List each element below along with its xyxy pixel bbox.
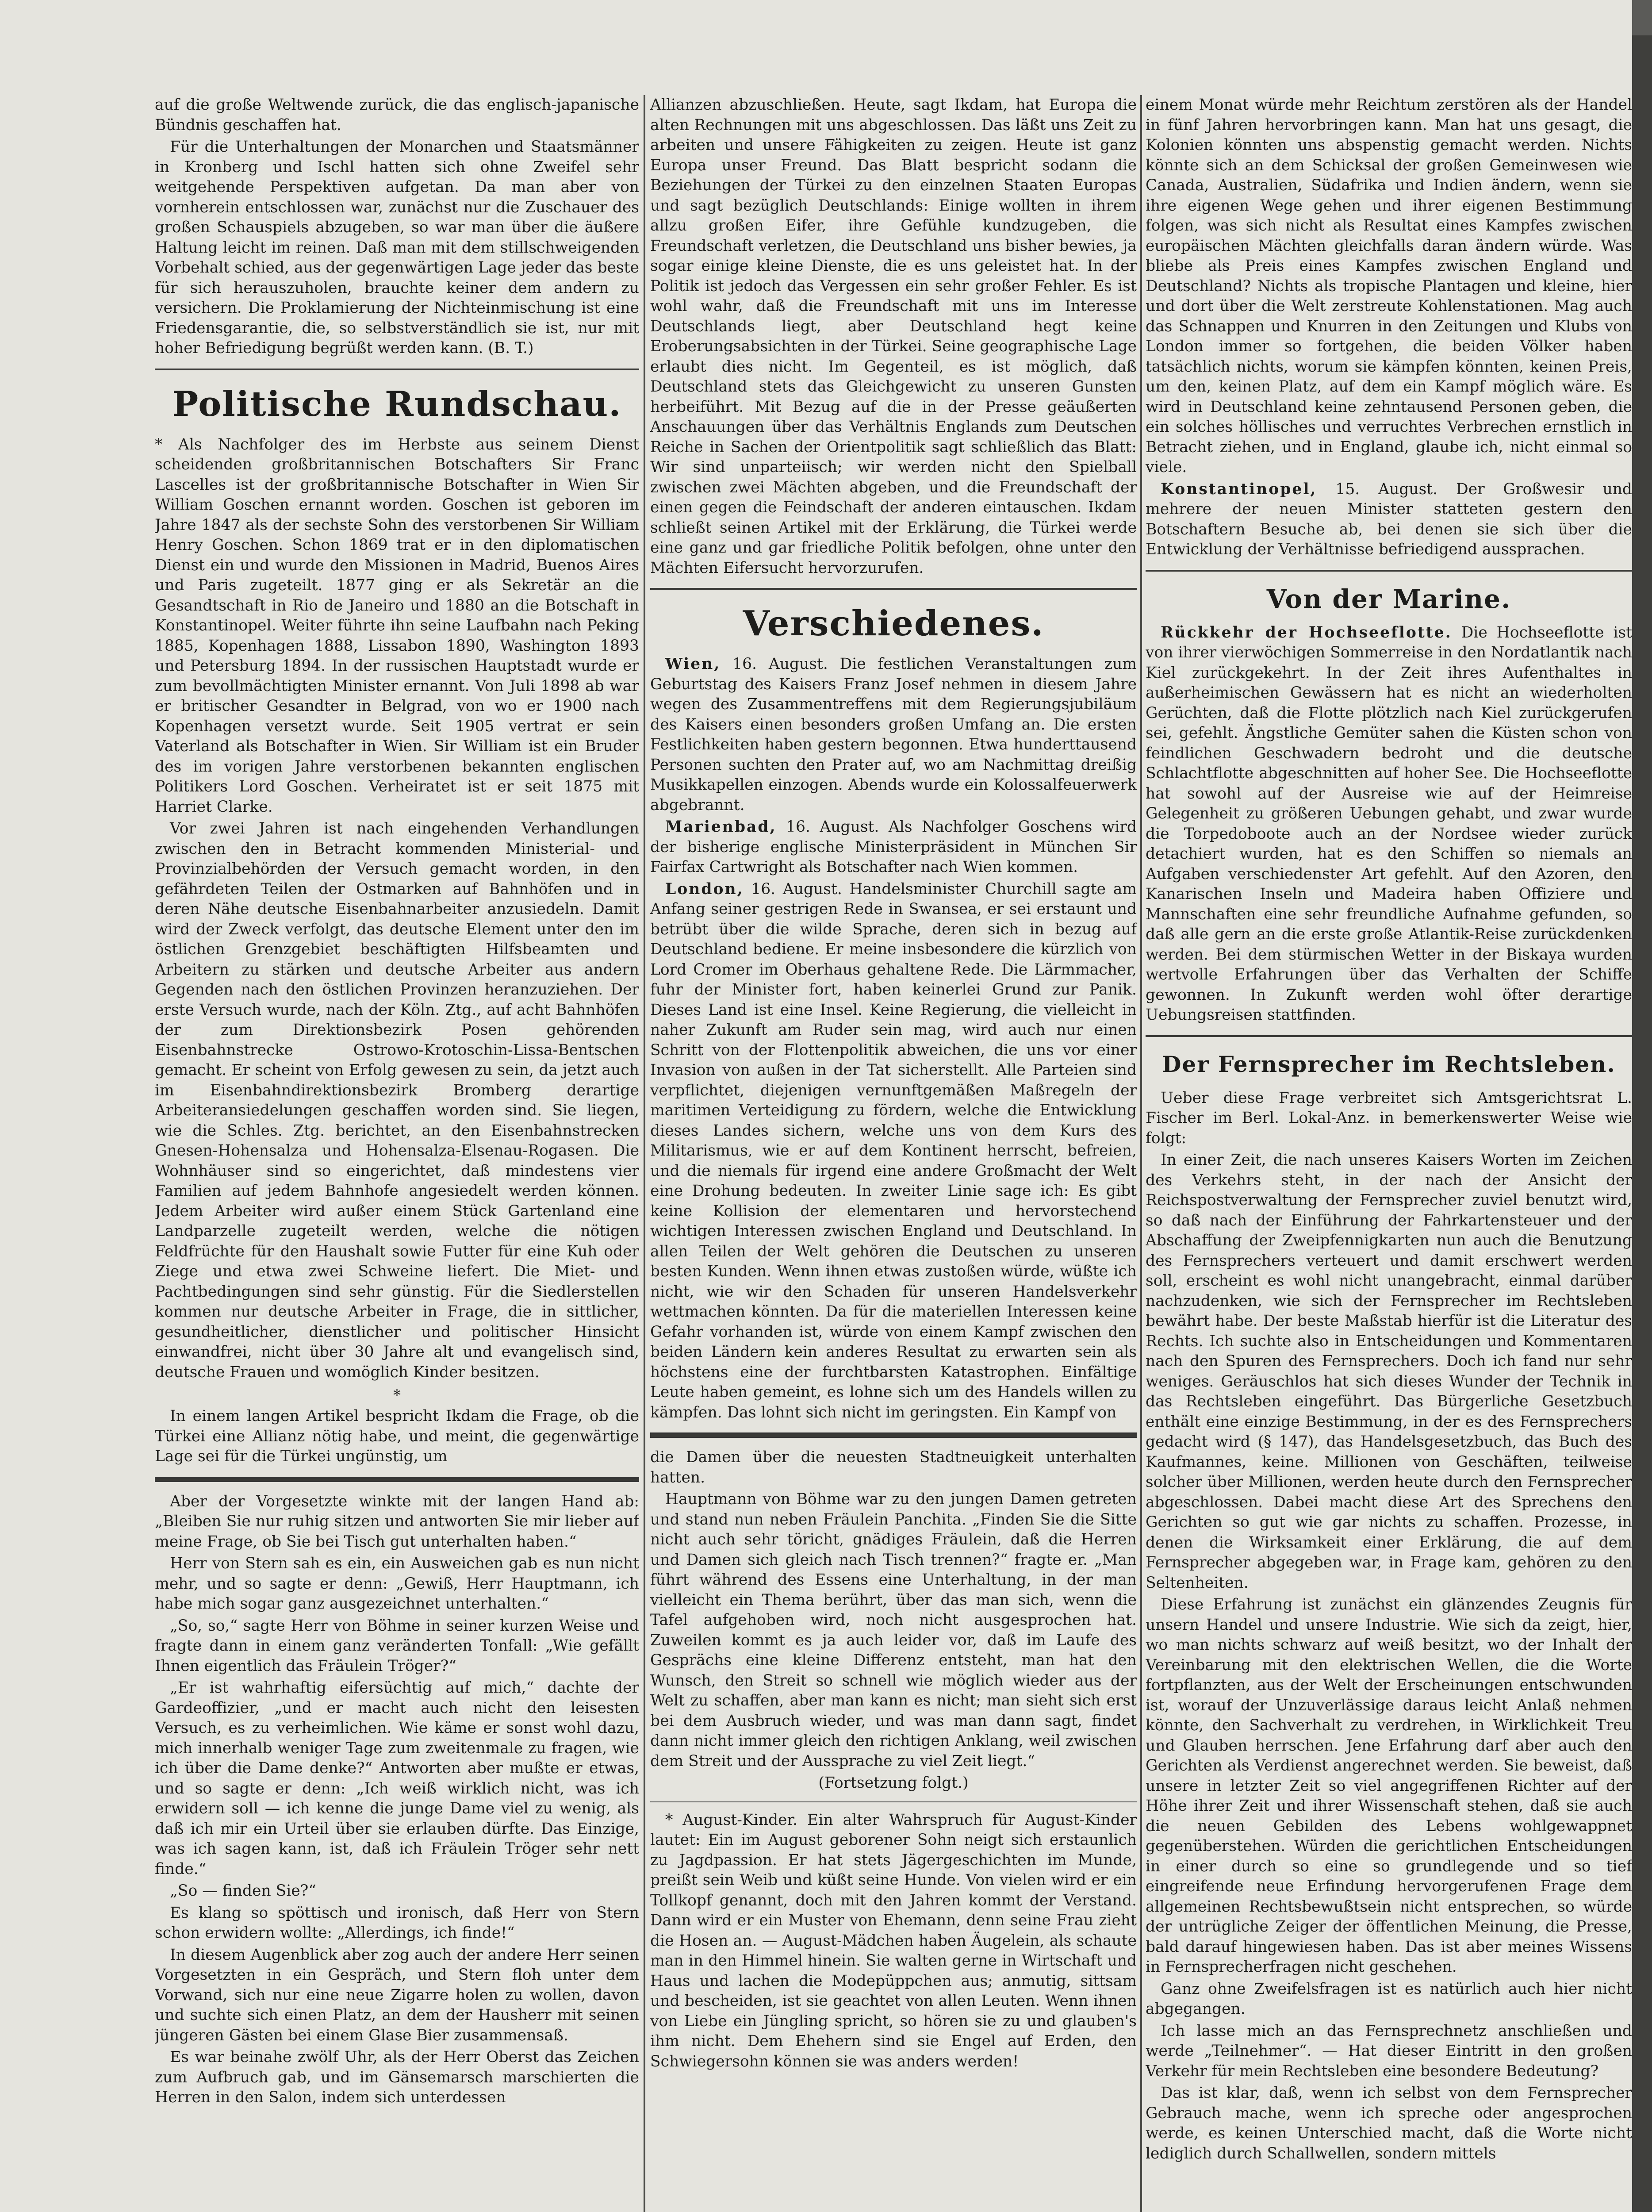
feuilleton-paragraph-8: Es war beinahe zwölf Uhr, als der Herr Oberst das Zeichen zum Aufbruch gab, und im Gänsemarsch marschierten die Herren in den Salon, indem sich unterdessen xyxy=(155,2048,639,2106)
section-title-fernsprecher: Der Fernsprecher im Rechtsleben. xyxy=(1162,1051,1616,1077)
col1-paragraph-1: Für die Unterhaltungen der Monarchen und Staatsmänner in Kronberg und Ischl hatten sich ohne Zweifel sehr weitgehende Perspektiven aufgetan. Da man aber von vornherein entschlossen war, zunächst nur die Zuschauer des großen Schauspiels abzugeben, so war man über die äußere Haltung leicht im reinen. Daß man mit dem stillschweigenden Vorbehalt schied, aus der gegenwärtigen Lage jeder das beste für sich herauszuholen, brauchte keiner dem andern zu versichern. Die Proklamierung der Nichteinmischung ist eine Friedensgarantie, die, so selbstverständlich sie ist, nur mit hoher Befriedigung begrüßt werden kann. (B. T.) xyxy=(155,138,639,357)
news-marienbad xyxy=(650,817,1137,878)
feuilleton-rule xyxy=(155,1477,639,1482)
rundschau-paragraph-3: In einem langen Artikel bespricht Ikdam die Frage, ob die Türkei eine Allianz nötig habe, und meint, die gegenwärtige Lage sei für die Türkei ungünstig, um xyxy=(155,1407,639,1465)
news-konstantinopel xyxy=(1146,480,1632,560)
asterisk-separator: * xyxy=(393,1386,401,1404)
dateline-wien: Wien, xyxy=(665,655,721,673)
feuilleton-rule xyxy=(650,1432,1137,1438)
feuilleton-paragraph-3: „So, so,“ sagte Herr von Böhme in seiner kurzen Weise und fragte dann in einem ganz veränderten Tonfall: „Wie gefällt Ihnen eigentlich das Fräulein Tröger?“ xyxy=(155,1617,639,1675)
fernsprecher-paragraph-2: In einer Zeit, die nach unseres Kaisers Worten im Zeichen des Verkehrs steht, in der nach der Ansicht der Reichspostverwaltung der Fernsprecher zuviel benutzt wird, so daß nach der Einführung der Fahrkartensteuer und der Abschaffung der Zweipfennigkarten nun auch die Benutzung des Fernsprechers verteuert und damit erschwert werden soll, erscheint es wohl nicht unangebracht, einmal darüber nachzudenken, wie sich der Fernsprecher im Rechtsleben bewährt habe. Der beste Maßstab hierfür ist die Literatur des Rechts. Ich suchte also in Entscheidungen und Kommentaren nach den Spuren des Fernsprechers. Doch ich fand nur sehr weniges. Geräuschlos hat sich dieses Wunder der Technik in das Rechtsleben eingeführt. Das Bürgerliche Gesetzbuch enthält eine einzige Bestimmung, in der es des Fernsprechers gedacht wird (§ 147), das Handelsgesetzbuch, das Buch des Kaufmannes, keine. Millionen von Geschäften, teilweise solcher über Millionen, werden heute durch den Fernsprecher abgeschlossen. Dabei macht diese Art des Sprechens den Gerichten so gut wie gar nichts zu schaffen. Prozesse, in denen die Wirksamkeit einer Erklärung, die auf dem Fernsprecher abgegeben war, in Frage kam, gehören zu den Seltenheiten. xyxy=(1146,1151,1632,1592)
fernsprecher-paragraph-4: Ganz ohne Zweifelsfragen ist es natürlich auch hier nicht abgegangen. xyxy=(1146,1980,1632,2018)
section-rule xyxy=(1146,570,1632,572)
fernsprecher-paragraph-1: Ueber diese Frage verbreitet sich Amtsgerichtsrat L. Fischer im Berl. Lokal-Anz. in bemerkenswerter Weise wie folgt: xyxy=(1146,1089,1632,1147)
section-rule xyxy=(650,1801,1137,1802)
column-2 xyxy=(650,95,1137,2212)
marine-paragraph xyxy=(1146,623,1632,1025)
fernsprecher-paragraph-3: Diese Erfahrung ist zunächst ein glänzendes Zeugnis für unsern Handel und unsere Industrie. Wie sich da zeigt, hier, wo man nichts schwarz auf weiß besitzt, wo der Inhalt der Vereinbarung mit den elektrischen Wellen, die die Worte fortpflanzten, aus der Welt der Erscheinungen entschwunden ist, worauf der Unzuverlässige daraus leicht Anlaß nehmen könnte, den Sachverhalt zu verdrehen, in Wirklichkeit Treu und Glauben herrschen. Jene Erfahrung darf aber auch den Gerichten als Verdienst angerechnet werden. Sie beweist, daß unsere in letzter Zeit so viel angegriffenen Richter auf der Höhe ihrer Zeit und ihrer Wissenschaft stehen, daß sie auch die neuen Gebilden des Lebens wohlgewappnet gegenüberstehen. Würden die gerichtlichen Entscheidungen in einer durch so eine so grundlegende und so tief eingreifende neue Erfindung hervorgerufenen Frage dem allgemeinen Rechtsbewußtsein nicht entsprechen, so würde der untrügliche Zeiger der öffentlichen Meinung, die Presse, bald darauf hingewiesen haben. Das ist aber meines Wissens in Fernsprecherfragen nicht geschehen. xyxy=(1146,1596,1632,1976)
feuilleton-paragraph-4: „Er ist wahrhaftig eifersüchtig auf mich,“ dachte der Gardeoffizier, „und er macht auch nicht den leisesten Versuch, es zu verheimlichen. Wie käme er sonst wohl dazu, mich innerhalb weniger Tage zum zweitenmale zu fragen, wie ich über die Dame denke?“ Antworten aber mußte er etwas, und so sagte er denn: „Ich weiß wirklich nicht, was ich erwidern soll — ich kenne die junge Dame viel zu wenig, als daß ich mir ein Urteil über sie erlauben dürfte. Das Einzige, was ich sagen kann, ist, daß ich Fräulein Tröger sehr nett finde.“ xyxy=(155,1679,639,1878)
section-rule xyxy=(1146,1035,1632,1037)
page-edge-shadow xyxy=(1632,35,1652,2212)
dateline-hochseeflotte: Rückkehr der Hochseeflotte. xyxy=(1161,623,1452,641)
col3-paragraph-1: einem Monat würde mehr Reichtum zerstören als der Handel in fünf Jahren hervorbringen kann. Man hat uns gesagt, die Kolonien könnten uns abspenstig gemacht werden. Nichts könnte sich an dem Schicksal der großen Gemeinwesen wie Canada, Australien, Südafrika und Indien ändern, wenn sie ihre eigenen Wege gehen und ihrer eigenen Bestimmung folgen, was sich nicht als Resultat eines Kampfes zwischen europäischen Mächten gleichfalls daran ändern würde. Was bliebe als Preis eines Kampfes zwischen England und Deutschland? Nichts als tropische Plantagen und kleine, hier und dort über die Welt zerstreute Kohlenstationen. Mag auch das Schnappen und Knurren in den Zeitungen und Klubs von London immer so fortgehen, die beiden Völker haben tatsächlich nichts, worum sie kämpfen könnten, keinen Preis, um den, keinen Platz, auf dem ein Kampf möglich wäre. Es wird in Deutschland keine zehntausend Personen geben, die ein solches höllisches und verruchtes Verbrechen ernstlich in Betracht ziehen, und in England, glaube ich, nicht einmal so viele. xyxy=(1146,96,1632,476)
section-title-marine: Von der Marine. xyxy=(1266,584,1511,614)
feuilleton-paragraph-5: „So — finden Sie?“ xyxy=(170,1882,316,1900)
august-kinder-paragraph: * August-Kinder. Ein alter Wahrspruch für August-Kinder lautet: Ein im August geborener Sohn neigt sich erstaunlich zu Jagdpassion. Er hat stets Jägergeschichten im Munde, preißt sein Weib und küßt seine Hunde. Von vielen wird er ein Tollkopf genannt, doch mit den Jahren kommt der Verstand. Dann wird er ein Muster von Ehemann, denn seine Frau zieht die Hosen an. — August-Mädchen haben Äugelein, als schaute man in den Himmel hinein. Sie walten gerne in Wirtschaft und Haus und lachen die Modepüppchen aus; anmutig, sittsam und bescheiden, ist sie geachtet von allen Leuten. Wenn ihnen von Liebe ein Jüngling spricht, so hören sie zu und glauben's ihm nicht. Dem Ehehern sind sie Engel auf Erden, den Schwiegersohn können sie was anders werden! xyxy=(650,1811,1137,2070)
section-rule xyxy=(155,369,639,370)
feuilleton-paragraph-1: Aber der Vorgesetzte winkte mit der langen Hand ab: „Bleiben Sie nur ruhig sitzen und antworten Sie mir lieber auf meine Frage, ob Sie bei Tisch gut unterhalten haben.“ xyxy=(155,1492,639,1551)
column-1 xyxy=(155,95,639,2212)
rundschau-paragraph-1: * Als Nachfolger des im Herbste aus seinem Dienst scheidenden großbritannischen Botschafters Sir Franc Lascelles ist der großbritannische Botschafter in Wien Sir William Goschen ernannt worden. Goschen ist geboren im Jahre 1847 als der sechste Sohn des verstorbenen Sir William Henry Goschen. Schon 1869 trat er in den diplomatischen Dienst ein und wurde den Missionen in Madrid, Buenos Aires und Paris zugeteilt. 1877 ging er als Sekretär an die Gesandtschaft in Rio de Janeiro und 1880 an die Botschaft in Konstantinopel. Weiter führte ihn seine Laufbahn nach Peking 1885, Kopenhagen 1888, Lissabon 1890, Washington 1893 und Petersburg 1894. In der russischen Hauptstadt wurde er zum bevollmächtigten Minister ernannt. Von Juli 1898 ab war er britischer Gesandter in Belgrad, von wo er 1900 nach Kopenhagen versetzt wurde. Seit 1905 vertrat er sein Vaterland als Botschafter in Wien. Sir William ist ein Bruder des im vorigen Jahre verstorbenen bekannten englischen Politikers Lord Goschen. Verheiratet ist er seit 1875 mit Harriet Clarke. xyxy=(155,435,639,816)
news-london-text: 16. August. Handelsminister Churchill sagte am Anfang seiner gestrigen Rede in Swansea, er sei erstaunt und betrübt über die wilde Sprache, deren sich in bezug auf Deutschland bediene. Er meine insbesondere die kürzlich von Lord Cromer im Oberhaus gehaltene Rede. Die Lärmmacher, fuhr der Minister fort, haben keinerlei Grund zur Panik. Dieses Land ist eine Insel. Keine Regierung, die vielleicht in naher Zukunft am Ruder sein mag, wird auch nur einen Schritt von der Flottenpolitik abweichen, die uns vor einer Invasion von außen in der Tat sicherstellt. Alle Parteien sind verpflichtet, diejenigen vernunftgemäßen Maßregeln der maritimen Verteidigung zu fördern, welche die Entwicklung dieses Landes sichern, welche uns von dem Kurs des Militarismus, wie er auf dem Kontinent herrscht, befreien, und die niemals für irgend eine andere Großmacht der Welt eine Drohung bedeuten. In zweiter Linie sage ich: Es gibt keine Kollision der elementaren und hervorstechend wichtigen Interessen zwischen England und Deutschland. In allen Teilen der Welt gehören die Deutschen zu unseren besten Kunden. Wenn ihnen etwas zustoßen würde, wüßte ich nicht, wie wir den Schaden für unseren Handelsverkehr wettmachen könnten. Da für die materiellen Interessen keine Gefahr vorhanden ist, würde von einem Kampf zwischen den beiden Ländern kein anderes Resultat zu erwarten sein als höchstens eine der furchtbarsten Katastrophen. Einfältige Leute haben gemeint, es lohne sich um des Handels willen zu kämpfen. Das lohnt sich nicht im geringsten. Ein Kampf von xyxy=(650,880,1137,1421)
col2-paragraph-1: Allianzen abzuschließen. Heute, sagt Ikdam, hat Europa die alten Rechnungen mit uns abgeschlossen. Das läßt uns Zeit zu arbeiten und unsere Fähigkeiten zu zeigen. Heute ist ganz Europa unser Freund. Das Blatt bespricht sodann die Beziehungen der Türkei zu den einzelnen Staaten Europas und sagt bezüglich Deutschlands: Einige wollten in ihrem allzu großen Eifer, ihre Gefühle kundzugeben, die Freundschaft verletzen, die Deutschland uns bisher bewies, ja sogar einige kleine Dienste, die es uns geleistet hat. In der Politik ist jedoch das Vergessen ein sehr großer Fehler. Es ist wohl wahr, daß die Freundschaft mit uns im Interesse Deutschlands liegt, aber Deutschland hegt keine Eroberungsabsichten in der Türkei. Seine geographische Lage erlaubt dies nicht. Im Gegenteil, es ist möglich, daß Deutschland stets das Gleichgewicht zu unseren Gunsten herbeiführt. Mit Bezug auf die in der Presse geäußerten Anschauungen über das Verhältnis Englands zum Deutschen Reiche in Sachen der Orientpolitik sagt schließlich das Blatt: Wir sind unparteiisch; wir werden nicht den Spielball zwischen zwei Mächten abgeben, und die Freundschaft der einen gegen die Feindschaft der anderen eintauschen. Ikdam schließt seinen Artikel mit der Erklärung, die Türkei werde eine ganz und gar friedliche Politik befolgen, ohne unter den Mächten Eifersucht hervorzurufen. xyxy=(650,96,1137,577)
column-rule-right xyxy=(1140,95,1142,2212)
dateline-london: London, xyxy=(665,880,744,898)
marine-text: Die Hochseeflotte ist von ihrer vierwöchigen Sommerreise in den Nordatlantik nach Kiel zurückgekehrt. In der Zeit ihres Aufenthaltes in außerheimischen Gewässern hat es nicht an wiederholten Gerüchten, daß die Flotte plötzlich nach Kiel zurückgerufen sei, gefehlt. Ängstliche Gemüter sahen die Küsten schon von feindlichen Geschwadern bedroht und die deutsche Schlachtflotte abgeschnitten auf hoher See. Die Hochseeflotte hat sowohl auf der Ausreise wie auf der Heimreise Gelegenheit zu größeren Uebungen gehabt, und zwar wurde die Torpedoboote auch an der Nordsee wieder zurück detachiert wurden, hat es den Schiffen so niemals an Aufgaben verschiedenster Art gefehlt. Auf den Azoren, den Kanarischen Inseln und Madeira haben Offiziere und Mannschaften eine sehr freundliche Aufnahme gefunden, so daß alle gern an die erste große Atlantik-Reise zurückdenken werden. Bei dem stürmischen Wetter in der Biskaya wurden wertvolle Erfahrungen über das Verhalten der Schiffe gewonnen. In Zukunft werden wohl öfter derartige Uebungsreisen stattfinden. xyxy=(1146,623,1632,1024)
column-rule-left xyxy=(644,95,645,2212)
dateline-konstantinopel: Konstantinopel, xyxy=(1161,480,1317,498)
rundschau-paragraph-2: Vor zwei Jahren ist nach eingehenden Verhandlungen zwischen den in Betracht kommenden Ministerial- und Provinzialbehörden der Versuch gemacht worden, in den gefährdeten Teilen der Ostmarken auf Bahnhöfen und in deren Nähe deutsche Eisenbahnarbeiter anzusiedeln. Damit wird der Zweck verfolgt, das deutsche Element unter den im östlichen Grenzgebiet beschäftigten Hilfsbeamten und Arbeitern zu stärken und deutsche Arbeiter aus andern Gegenden nach den östlichen Provinzen heranzuziehen. Der erste Versuch wurde, nach der Köln. Ztg., auf acht Bahnhöfen der zum Direktionsbezirk Posen gehörenden Eisenbahnstrecke Ostrowo-Krotoschin-Lissa-Bentschen gemacht. Er scheint von Erfolg gewesen zu sein, da jetzt auch im Eisenbahndirektionsbezirk Bromberg derartige Arbeiteransiedelungen geschaffen worden sind. Sie liegen, wie die Schles. Ztg. berichtet, an den Eisenbahnstrecken Gnesen-Hohensalza und Hohensalza-Elsenau-Rogasen. Die Wohnhäuser sind so eingerichtet, daß mindestens vier Familien auf jedem Bahnhofe angesiedelt werden können. Jedem Arbeiter wird außer einem Stück Gartenland eine Landparzelle zugeteilt werden, welche die nötigen Feldfrüchte für den Haushalt sowie Futter für eine Kuh oder Ziege und etwa zwei Schweine liefert. Die Miet- und Pachtbedingungen sind sehr günstig. Für die Siedlerstellen kommen nur deutsche Arbeiter in Frage, die in sittlicher, gesundheitlicher, dienstlicher und politischer Hinsicht einwandfrei, nicht über 30 Jahre alt und evangelisch sind, deutsche Frauen und womöglich Kinder besitzen. xyxy=(155,820,639,1381)
column-3 xyxy=(1146,95,1632,2212)
section-title-verschiedenes: Verschiedenes. xyxy=(743,603,1044,644)
fernsprecher-paragraph-5: Ich lasse mich an das Fernsprechnetz anschließen und werde „Teilnehmer“. — Hat dieser Eintritt in den großen Verkehr für mein Rechtsleben eine besondere Bedeutung? xyxy=(1146,2022,1632,2080)
col2-feuilleton-paragraph-2: Hauptmann von Böhme war zu den jungen Damen getreten und stand nun neben Fräulein Panchita. „Finden Sie die Sitte nicht auch sehr töricht, gnädiges Fräulein, daß die Herren und Damen sich gleich nach Tisch trennen?“ fragte er. „Man führt während des Essens eine Unterhaltung, in der man vielleicht ein Thema berührt, über das man sich, wenn die Tafel aufgehoben wird, noch nicht ausgesprochen hat. Zuweilen kommt es ja auch leider vor, daß im Laufe des Gesprächs eine kleine Differenz entsteht, man hat den Wunsch, den Streit so schnell wie möglich wieder aus der Welt zu schaffen, aber man kann es nicht; man sieht sich erst bei dem Ausbruch wieder, und was man dann sagt, findet dann nicht immer gleich den richtigen Anklang, weil zwischen dem Streit und der Aussprache zu viel Zeit liegt.“ xyxy=(650,1490,1137,1770)
news-konstantinopel-text: 15. August. Der Großwesir und mehrere der neuen Minister statteten gestern den Botschaftern Besuche ab, bei denen sie sich über die Entwicklung der Verhältnisse befriedigend aussprachen. xyxy=(1146,480,1632,558)
dateline-marienbad: Marienbad, xyxy=(665,818,777,836)
section-title-rundschau: Politische Rundschau. xyxy=(172,384,622,424)
news-marienbad-text: 16. August. Als Nachfolger Goschens wird der bisherige englische Ministerpräsident in München Sir Fairfax Cartwright als Botschafter nach Wien kommen. xyxy=(650,818,1137,876)
feuilleton-paragraph-2: Herr von Stern sah es ein, ein Ausweichen gab es nun nicht mehr, und so sagte er denn: „Gewiß, Herr Hauptmann, ich habe mich sogar ganz ausgezeichnet unterhalten.“ xyxy=(155,1555,639,1613)
section-rule xyxy=(650,588,1137,590)
col2-feuilleton-paragraph-1: die Damen über die neuesten Stadtneuigkeit unterhalten hatten. xyxy=(650,1448,1137,1486)
feuilleton-paragraph-6: Es klang so spöttisch und ironisch, daß Herr von Stern schon erwidern wollte: „Allerdings, ich finde!“ xyxy=(155,1904,639,1942)
fernsprecher-paragraph-6: Das ist klar, daß, wenn ich selbst von dem Fernsprecher Gebrauch mache, wenn ich spreche oder angesprochen werde, es keinen Unterschied macht, daß die Worte nicht lediglich durch Schallwellen, sondern mittels xyxy=(1146,2084,1632,2162)
col1-opening: auf die große Weltwende zurück, die das englisch-japanische Bündnis geschaffen hat. xyxy=(155,96,639,134)
news-wien xyxy=(650,654,1137,815)
fortsetzung-note: (Fortsetzung folgt.) xyxy=(818,1774,969,1792)
feuilleton-paragraph-7: In diesem Augenblick aber zog auch der andere Herr seinen Vorgesetzten in ein Gespräch, und Stern floh unter dem Vorwand, sich nur eine neue Zigarre holen zu wollen, davon und suchte sich einen Platz, an dem der Hausherr mit seinen jüngeren Gästen bei einem Glase Bier zusammensaß. xyxy=(155,1946,639,2044)
news-wien-text: 16. August. Die festlichen Veranstaltungen zum Geburtstag des Kaisers Franz Josef nehmen in diesem Jahre wegen des Zusammentreffens mit dem Regierungsjubiläum des Kaisers einen besonders großen Umfang an. Die ersten Festlichkeiten haben gestern begonnen. Etwa hunderttausend Personen suchten den Prater auf, wo am Nachmittag dreißig Musikkapellen einzogen. Abends wurde ein Kolossalfeuerwerk abgebrannt. xyxy=(650,655,1137,814)
news-london xyxy=(650,879,1137,1423)
